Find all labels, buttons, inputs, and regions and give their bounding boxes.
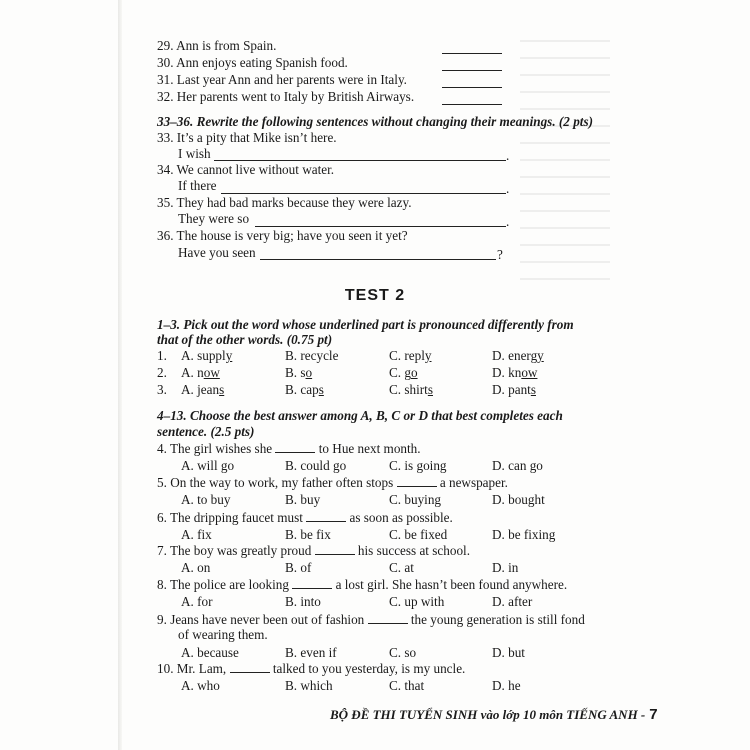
mc-9-option-d[interactable]: D. but (492, 645, 525, 660)
rewrite-36-end: ? (497, 247, 503, 262)
mc-9-option-b[interactable]: B. even if (285, 645, 337, 660)
mc-6-question: 6. The dripping faucet must as soon as possible. (157, 510, 453, 525)
mc-8-option-d[interactable]: D. after (492, 594, 533, 609)
bleed-through-text (520, 40, 610, 280)
mc-7-question: 7. The boy was greatly proud his success at school. (157, 543, 470, 558)
rewrite-34-prompt: If there (178, 178, 217, 193)
mc-9-question: 9. Jeans have never been out of fashion the young generation is still fond (157, 612, 585, 627)
pron-1-option-a[interactable]: A. supply (181, 348, 233, 363)
mc-4-blank[interactable] (275, 441, 315, 453)
page-footer (330, 706, 658, 723)
mc-4-option-a[interactable]: A. will go (181, 458, 235, 473)
mc-8-blank[interactable] (292, 577, 332, 589)
rewrite-35-end: . (506, 214, 510, 229)
mc-4-option-b[interactable]: B. could go (285, 458, 347, 473)
rewrite-35-answer-line[interactable] (255, 226, 506, 227)
mc-10-blank[interactable] (230, 661, 270, 673)
mc-7-option-b[interactable]: B. of (285, 560, 312, 575)
mc-7-option-a[interactable]: A. on (181, 560, 211, 575)
mc-10-option-d[interactable]: D. he (492, 678, 521, 693)
rewrite-33-answer-line[interactable] (214, 160, 506, 161)
rewrite-36-answer-line[interactable] (260, 259, 496, 260)
statement-29: 29. Ann is from Spain. (157, 38, 277, 53)
rewrite-34-answer-line[interactable] (221, 193, 506, 194)
mc-6-blank[interactable] (306, 510, 346, 522)
rewrite-35-prompt: They were so (178, 211, 250, 226)
mc-10-option-c[interactable]: C. that (389, 678, 425, 693)
mc-8-question: 8. The police are looking a lost girl. She hasn’t been found anywhere. (157, 577, 568, 592)
pron-2-number: 2. (157, 365, 167, 380)
pron-instruction-line-1: 1–3. Pick out the word whose underlined part is pronounced differently from (157, 317, 574, 332)
rewrite-36-prompt: Have you seen (178, 245, 256, 260)
mc-9-option-a[interactable]: A. because (181, 645, 239, 660)
rewrite-33-end: . (506, 148, 510, 163)
answer-line-29[interactable] (442, 53, 502, 54)
mc-7-option-c[interactable]: C. at (389, 560, 414, 575)
pron-2-option-c[interactable]: C. go (389, 365, 418, 380)
pron-3-option-c[interactable]: C. shirts (389, 382, 433, 397)
pron-2-option-a[interactable]: A. now (181, 365, 220, 380)
pron-2-option-d[interactable]: D. know (492, 365, 538, 380)
page-number: 7 (649, 706, 658, 723)
mc-4-option-c[interactable]: C. is going (389, 458, 447, 473)
pron-3-option-d[interactable]: D. pants (492, 382, 536, 397)
mc-9-option-c[interactable]: C. so (389, 645, 417, 660)
pron-3-number: 3. (157, 382, 167, 397)
mc-instruction-line-1: 4–13. Choose the best answer among A, B, C or D that best completes each (157, 408, 563, 423)
rewrite-34-end: . (506, 181, 510, 196)
mc-8-option-a[interactable]: A. for (181, 594, 213, 609)
mc-6-option-a[interactable]: A. fix (181, 527, 212, 542)
rewrite-33-prompt: I wish (178, 146, 211, 161)
statement-31: 31. Last year Ann and her parents were in Italy. (157, 72, 407, 87)
answer-line-32[interactable] (442, 104, 502, 105)
mc-9-blank[interactable] (368, 612, 408, 624)
mc-5-option-c[interactable]: C. buying (389, 492, 442, 507)
mc-5-option-d[interactable]: D. bought (492, 492, 545, 507)
page-spine-shadow (118, 0, 122, 750)
mc-7-blank[interactable] (315, 543, 355, 555)
pron-1-number: 1. (157, 348, 167, 363)
mc-5-blank[interactable] (397, 475, 437, 487)
test-title: TEST 2 (344, 287, 406, 304)
mc-5-option-b[interactable]: B. buy (285, 492, 321, 507)
mc-8-option-b[interactable]: B. into (285, 594, 321, 609)
rewrite-instruction: 33–36. Rewrite the following sentences without changing their meanings. (2 pts) (157, 114, 593, 129)
pron-1-option-c[interactable]: C. reply (389, 348, 432, 363)
mc-10-option-a[interactable]: A. who (181, 678, 220, 693)
mc-5-option-a[interactable]: A. to buy (181, 492, 231, 507)
mc-6-option-b[interactable]: B. be fix (285, 527, 331, 542)
statement-30: 30. Ann enjoys eating Spanish food. (157, 55, 348, 70)
mc-instruction-line-2: sentence. (2.5 pts) (157, 424, 255, 439)
mc-4-question: 4. The girl wishes she to Hue next month. (157, 441, 421, 456)
pron-3-option-b[interactable]: B. caps (285, 382, 324, 397)
pron-instruction-line-2: that of the other words. (0.75 pt) (157, 332, 333, 347)
footer-title: BỘ ĐỀ THI TUYỂN SINH vào lớp 10 môn TIẾNG ANH - (330, 707, 646, 722)
mc-6-option-d[interactable]: D. be fixing (492, 527, 556, 542)
rewrite-35-sentence: 35. They had bad marks because they were lazy. (157, 195, 412, 210)
mc-9-question-continued: of wearing them. (178, 627, 268, 642)
pron-1-option-b[interactable]: B. recycle (285, 348, 339, 363)
rewrite-36-sentence: 36. The house is very big; have you seen it yet? (157, 228, 408, 243)
statement-32: 32. Her parents went to Italy by British Airways. (157, 89, 415, 104)
mc-8-option-c[interactable]: C. up with (389, 594, 445, 609)
pron-1-option-d[interactable]: D. energy (492, 348, 544, 363)
mc-10-question: 10. Mr. Lam, talked to you yesterday, is my uncle. (157, 661, 466, 676)
pron-3-option-a[interactable]: A. jeans (181, 382, 225, 397)
mc-7-option-d[interactable]: D. in (492, 560, 519, 575)
mc-5-question: 5. On the way to work, my father often stops a newspaper. (157, 475, 508, 490)
mc-4-option-d[interactable]: D. can go (492, 458, 543, 473)
mc-6-option-c[interactable]: C. be fixed (389, 527, 448, 542)
answer-line-30[interactable] (442, 70, 502, 71)
rewrite-33-sentence: 33. It’s a pity that Mike isn’t here. (157, 130, 337, 145)
pron-2-option-b[interactable]: B. so (285, 365, 313, 380)
mc-10-option-b[interactable]: B. which (285, 678, 333, 693)
answer-line-31[interactable] (442, 87, 502, 88)
rewrite-34-sentence: 34. We cannot live without water. (157, 162, 335, 177)
